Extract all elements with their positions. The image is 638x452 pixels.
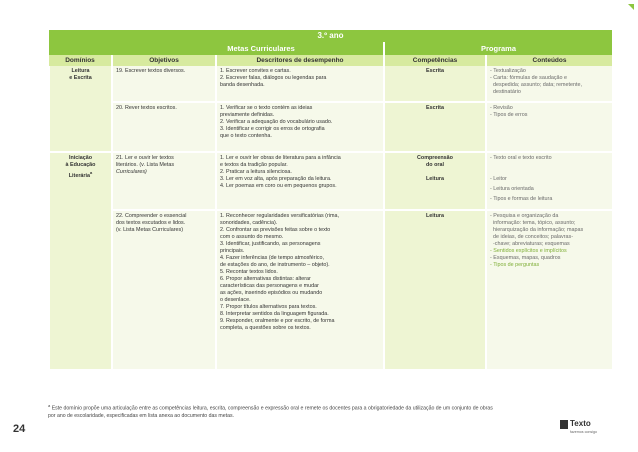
footnote-marker: a [90, 170, 93, 175]
descritor-line: 2. Escrever falas, diálogos ou legendas para [220, 75, 327, 81]
col-dominios: Domínios [49, 55, 112, 66]
col-competencias: Competências [384, 55, 486, 66]
objetivo-text: dos textos escutados e lidos. [116, 220, 186, 226]
descritor-line: que o texto contenha. [220, 133, 272, 139]
conteudo-item: informação: tema, tópico, assunto; [493, 220, 576, 226]
footnote-text: Este domínio propõe uma articulação entre as competências leitura, escrita, compreensão e expressão oral e remete os docentes para a obrigatoriedade da utilização de um conjunto de obras [51, 405, 493, 412]
conteudo-item: hierarquização da informação; mapas [493, 227, 584, 233]
publisher-logo [560, 418, 620, 442]
objetivo-text: (v. Lista Metas Curriculares) [116, 227, 183, 233]
descritor-line: previamente definidas. [220, 112, 275, 118]
competencia-text: Escrita [426, 68, 444, 74]
descritor-line: o desenlace. [220, 297, 251, 303]
descritor-line: 3. Identificar e corrigir os erros de ortografia [220, 126, 325, 132]
dominio-text: Leitura [71, 68, 90, 74]
descritor-line: 1. Ler e ouvir ler obras de literatura para a infância [220, 155, 341, 161]
page-number: 24 [13, 423, 26, 435]
table-row [49, 102, 612, 152]
objetivo-cell [112, 66, 216, 102]
programa-header [384, 42, 612, 55]
col-conteudos: Conteúdos [486, 55, 612, 66]
conteudos-cell [486, 152, 612, 210]
column-header-row [49, 55, 612, 66]
competencia-cell [384, 210, 486, 370]
footnote [48, 402, 618, 420]
descritor-line: com o assunto do mesmo. [220, 234, 284, 240]
footnote-marker: a [48, 403, 51, 408]
table-row [49, 152, 612, 210]
corner-mark [628, 4, 634, 10]
logo-mark-icon [560, 420, 568, 429]
descritor-line: 3. Identificar, justificando, as personagens [220, 241, 321, 247]
footnote-text: por ano de escolaridade, especificadas em lista anexa ao documento das metas. [48, 412, 234, 419]
dominio-text: à Educação [65, 162, 96, 168]
year-label: 3.º ano [317, 31, 344, 40]
competencia-text: Leitura [426, 213, 444, 219]
descritores-cell [216, 102, 384, 152]
conteudo-item: - Pesquisa e organização da [490, 213, 559, 219]
descritor-line: 4. Fazer inferências (de tempo atmosférico, [220, 255, 324, 261]
col-descritores: Descritores de desempenho [216, 55, 384, 66]
col-objetivos: Objetivos [112, 55, 216, 66]
descritor-line: 2. Verificar a adequação do vocabulário usado. [220, 119, 333, 125]
descritor-line: de estações do ano, de instrumento – objeto). [220, 262, 330, 268]
descritor-line: 7. Propor títulos alternativos para textos. [220, 304, 317, 310]
competencia-text: do oral [426, 162, 444, 168]
competencia-cell [384, 102, 486, 152]
objetivo-cell [112, 210, 216, 370]
conteudo-item: destinatário [493, 89, 521, 95]
conteudo-item: - Textualização [490, 68, 526, 74]
objetivo-text: Curriculares) [116, 169, 147, 175]
descritor-line: 4. Ler poemas em coro ou em pequenos grupos. [220, 183, 337, 189]
conteudos-cell [486, 210, 612, 370]
competencia-text: Escrita [426, 105, 444, 111]
competencia-cell [384, 66, 486, 102]
logo-tagline: fazemos consigo [570, 430, 597, 434]
descritor-line: as ações, inserindo episódios ou mudando [220, 290, 323, 296]
conteudo-item: - Leitor [490, 176, 507, 182]
competencia-text: Leitura [426, 176, 444, 182]
dominio-text: e Escrita [69, 75, 92, 81]
descritor-line: 9. Responder, oralmente e por escrito, de forma [220, 318, 335, 324]
objetivo-text: 22. Compreender o essencial [116, 213, 187, 219]
objetivo-cell [112, 102, 216, 152]
conteudo-item: - Carta: fórmulas de saudação e [490, 75, 568, 81]
conteudos-cell [486, 102, 612, 152]
descritor-line: 1. Escrever convites e cartas. [220, 68, 291, 74]
dominio-cell [49, 152, 112, 370]
descritor-line: e textos da tradição popular. [220, 162, 288, 168]
descritor-line: 1. Verificar se o texto contém as ideias [220, 105, 313, 111]
dominio-text: Literária [68, 172, 91, 179]
programa-label: Programa [481, 44, 517, 53]
descritor-line: completa, a questões sobre os textos. [220, 325, 311, 331]
descritor-line: 2. Praticar a leitura silenciosa. [220, 169, 292, 175]
descritor-line: 3. Ler em voz alta, após preparação da leitura. [220, 176, 332, 182]
table-row [49, 210, 612, 370]
conteudo-item: - Revisão [490, 105, 513, 111]
descritor-line: sonoridades, cadência). [220, 220, 278, 226]
dominio-text: Iniciação [68, 155, 93, 161]
descritor-line: 5. Recontar textos lidos. [220, 269, 278, 275]
competencia-text: Compreensão [417, 155, 453, 161]
objetivo-cell [112, 152, 216, 210]
descritor-line: 8. Interpretar sentidos da linguagem figurada. [220, 311, 329, 317]
conteudo-item: - Tipos de perguntas [490, 262, 540, 268]
conteudo-item: - Tipos de erros [490, 112, 528, 118]
conteudo-item: - Texto oral e texto escrito [490, 155, 552, 161]
competencia-cell [384, 152, 486, 210]
descritor-line: 6. Propor alternativas distintas: alterar [220, 276, 311, 282]
descritores-cell [216, 210, 384, 370]
metas-label: Metas Curriculares [227, 44, 295, 53]
conteudo-item: - Tipos e formas de leitura [490, 196, 553, 202]
descritor-line: 1. Reconhecer regularidades versificatórias (rima, [220, 213, 339, 219]
conteudos-cell [486, 66, 612, 102]
conteudo-item: - Leitura orientada [490, 186, 534, 192]
conteudo-item: de ideias, de conceitos; palavras- [493, 234, 574, 240]
conteudo-item: -chave; abreviaturas; esquemas [493, 241, 570, 247]
dominio-cell [49, 66, 112, 152]
objetivo-text: 19. Escrever textos diversos. [116, 68, 186, 74]
logo-wordmark: Texto [570, 419, 591, 428]
descritores-cell [216, 152, 384, 210]
descritor-line: características das personagens e mudar [220, 283, 319, 289]
objetivo-text: literários. (v. Lista Metas [116, 162, 175, 168]
conteudo-item: - Esquemas, mapas, quadros [490, 255, 561, 261]
descritor-line: 2. Confrontar as previsões feitas sobre o texto [220, 227, 331, 233]
objetivo-text: 20. Rever textos escritos. [116, 105, 177, 111]
curriculum-table [48, 30, 612, 371]
descritor-line: banda desenhada. [220, 82, 265, 88]
descritor-line: principais. [220, 248, 245, 254]
metas-header [49, 42, 384, 55]
table-row [49, 66, 612, 102]
descritores-cell [216, 66, 384, 102]
conteudo-item: despedida; assunto; data; remetente, [493, 82, 583, 88]
year-band [49, 30, 612, 42]
conteudo-item: - Sentidos explícitos e implícitos [490, 248, 567, 254]
objetivo-text: 21. Ler e ouvir ler textos [116, 155, 174, 161]
